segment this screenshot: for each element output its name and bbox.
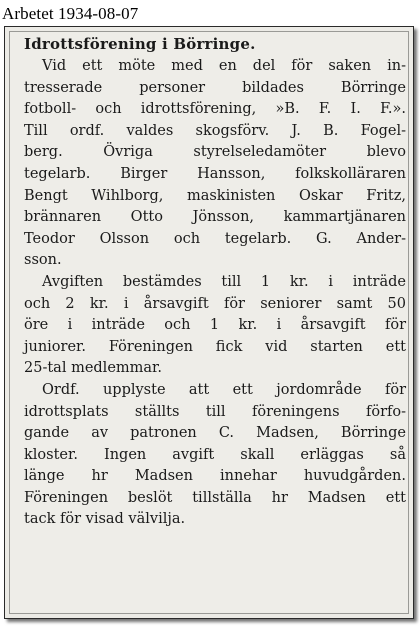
text-line: länge hr Madsen innehar huvudgården. [24, 468, 406, 485]
text-line: sson. [24, 252, 62, 269]
article-headline: Idrottsförening i Börringe. [24, 35, 256, 53]
text-line: idrottsplats ställts till föreningens förfo- [24, 403, 406, 420]
article-body [24, 33, 406, 531]
text-line: tresserade personer bildades Börringe [24, 79, 406, 96]
text-line: Avgiften bestämdes till 1 kr. i inträde [42, 273, 406, 290]
clipping-caption: Arbetet 1934-08-07 [2, 4, 139, 23]
text-line: gande av patronen C. Madsen, Börringe [24, 425, 406, 442]
text-line: tack för visad välvilja. [24, 511, 186, 528]
text-line: tegelarb. Birger Hansson, folkskolläraren [24, 165, 406, 182]
article-paragraph-1 [24, 56, 406, 272]
text-line: Föreningen beslöt tillställa hr Madsen ett [24, 489, 406, 506]
text-line: fotboll- och idrottsförening, »B. F. I. F.». [24, 101, 406, 118]
text-line: och 2 kr. i årsavgift för seniorer samt 50 [24, 295, 406, 312]
text-line: Till ordf. valdes skogsförv. J. B. Fogel- [24, 122, 406, 139]
text-line: Ordf. upplyste att ett jordområde för [42, 381, 406, 398]
text-line: berg. Övriga styrelseledamöter blevo [24, 144, 406, 161]
text-line: juniorer. Föreningen fick vid starten ett [24, 338, 406, 355]
text-line: Teodor Olsson och tegelarb. G. Ander- [24, 230, 406, 247]
text-line: Vid ett möte med en del för saken in- [42, 58, 406, 74]
text-line: kloster. Ingen avgift skall erläggas så [24, 446, 406, 463]
text-line: 25-tal medlemmar. [24, 360, 162, 377]
article-paragraph-3 [24, 380, 406, 531]
article-paragraph-2 [24, 272, 406, 380]
text-line: Bengt Wihlborg, maskinisten Oskar Fritz, [24, 187, 406, 204]
text-line: brännaren Otto Jönsson, kammartjänaren [24, 209, 406, 226]
text-line: öre i inträde och 1 kr. i årsavgift för [24, 317, 406, 334]
